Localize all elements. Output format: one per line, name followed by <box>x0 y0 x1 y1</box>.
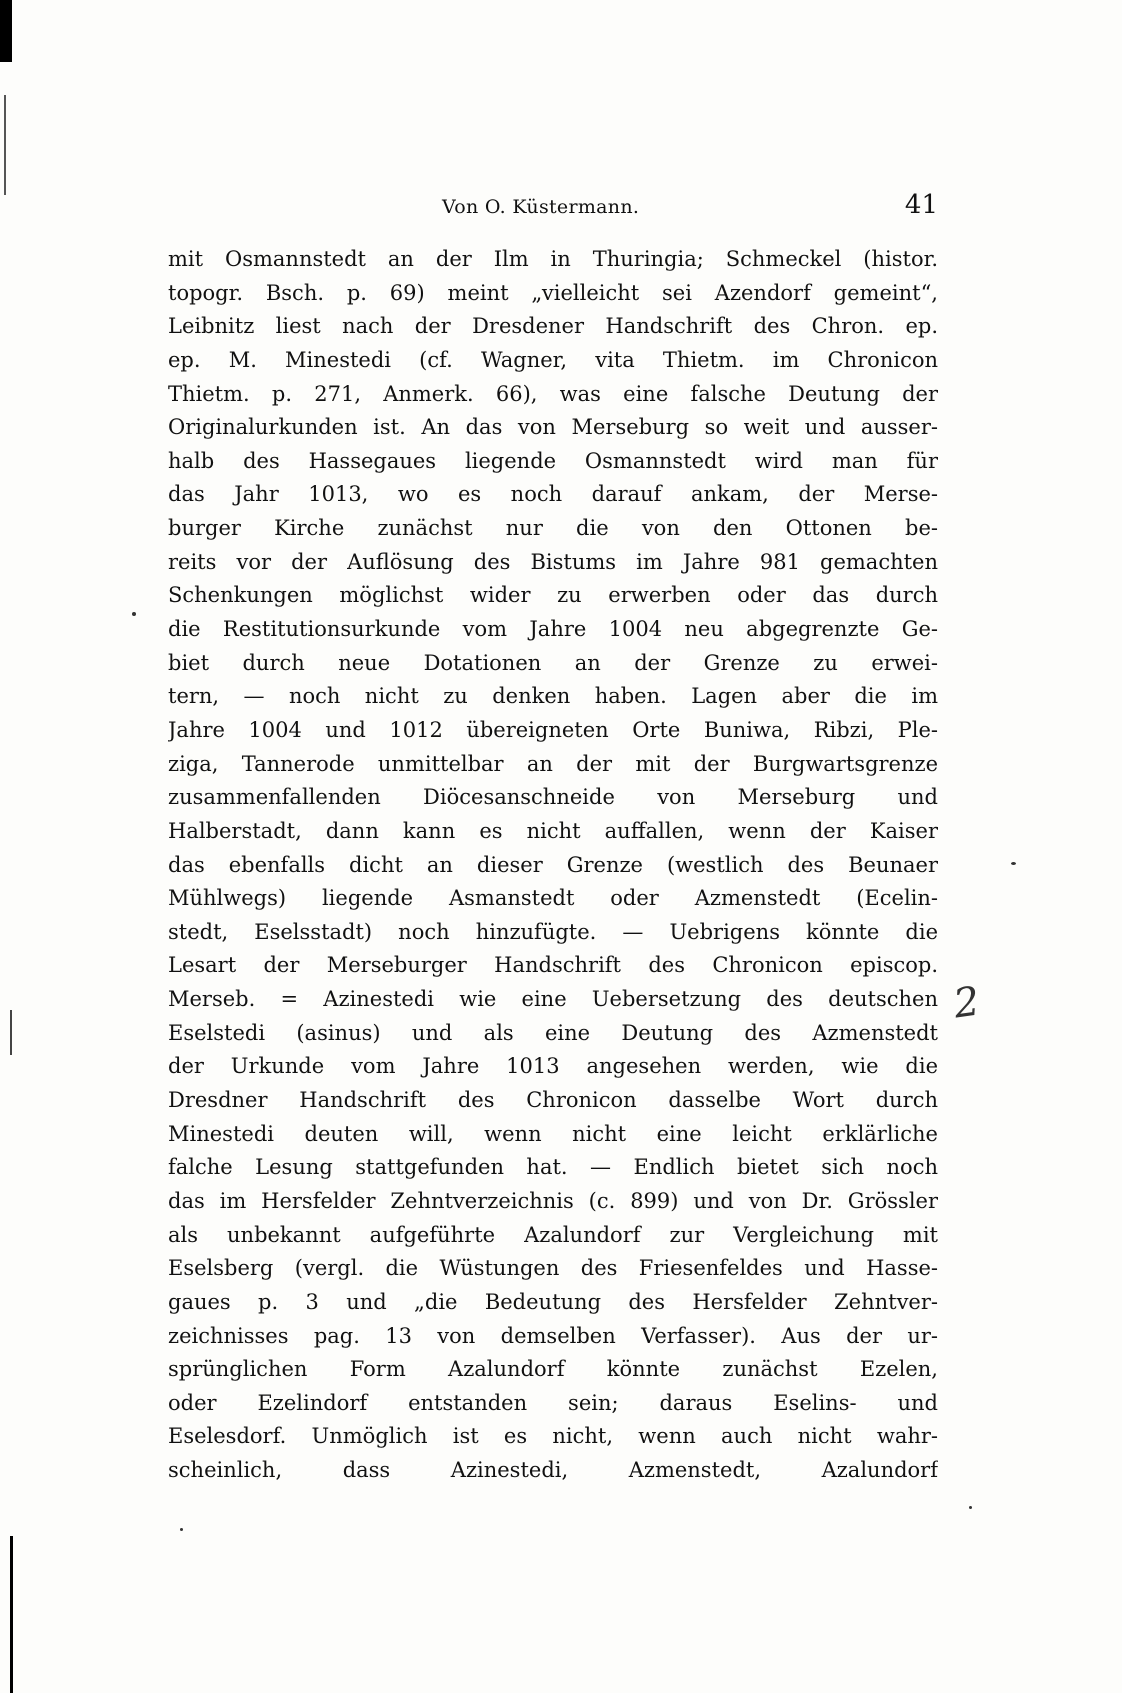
text-line: Originalurkunden ist. An das von Merseburg so weit und ausser- <box>168 415 938 440</box>
text-line: biet durch neue Dotationen an der Grenze zu erwei- <box>168 650 938 675</box>
text-line: oder Ezelindorf entstanden sein; daraus Eselins- und <box>168 1390 938 1415</box>
text-line: Merseb. = Azinestedi wie eine Uebersetzung des deutschen <box>168 987 938 1012</box>
text-line: die Restitutionsurkunde vom Jahre 1004 neu abgegrenzte Ge- <box>168 617 938 642</box>
scan-speck <box>132 612 136 616</box>
text-line: der Urkunde vom Jahre 1013 angesehen werden, wie die <box>168 1054 938 1079</box>
scan-edge-mark <box>0 0 12 62</box>
scan-edge-mark <box>10 1010 12 1055</box>
text-line: stedt, Eselsstadt) noch hinzufügte. — Uebrigens könnte die <box>168 919 938 944</box>
text-line: Leibnitz liest nach der Dresdener Handschrift des Chron. ep. <box>168 314 938 339</box>
scan-edge-mark <box>4 95 6 195</box>
body-text <box>168 243 938 1488</box>
handwritten-margin-note: 2 <box>950 978 983 1028</box>
text-line: Jahre 1004 und 1012 übereigneten Orte Buniwa, Ribzi, Ple- <box>168 717 938 742</box>
text-line: Halberstadt, dann kann es nicht auffallen, wenn der Kaiser <box>168 818 938 843</box>
running-head: Von O. Küstermann. <box>442 196 640 218</box>
text-line: Eselstedi (asinus) und als eine Deutung des Azmenstedt <box>168 1020 938 1045</box>
text-line: zeichnisses pag. 13 von demselben Verfasser). Aus der ur- <box>168 1323 938 1348</box>
text-line: Schenkungen möglichst wider zu erwerben oder das durch <box>168 583 938 608</box>
text-line: tern, — noch nicht zu denken haben. Lagen aber die im <box>168 684 938 709</box>
text-line: zusammenfallenden Diöcesanschneide von Merseburg und <box>168 785 938 810</box>
text-line: ziga, Tannerode unmittelbar an der mit der Burgwartsgrenze <box>168 751 938 776</box>
text-line: halb des Hassegaues liegende Osmannstedt wird man für <box>168 448 938 473</box>
text-line: das im Hersfelder Zehntverzeichnis (c. 899) und von Dr. Grössler <box>168 1188 938 1213</box>
page-header <box>168 190 938 226</box>
text-line: Eselsberg (vergl. die Wüstungen des Friesenfeldes und Hasse- <box>168 1256 938 1281</box>
page-number: 41 <box>904 190 938 220</box>
text-line: reits vor der Auflösung des Bistums im Jahre 981 gemachten <box>168 549 938 574</box>
text-line: gaues p. 3 und „die Bedeutung des Hersfelder Zehntver- <box>168 1289 938 1314</box>
text-line: Minestedi deuten will, wenn nicht eine leicht erklärliche <box>168 1121 938 1146</box>
scan-speck <box>969 1506 972 1509</box>
scan-speck <box>180 1528 183 1531</box>
text-line: Eselesdorf. Unmöglich ist es nicht, wenn auch nicht wahr- <box>168 1424 938 1449</box>
text-line: Thietm. p. 271, Anmerk. 66), was eine falsche Deutung der <box>168 381 938 406</box>
scan-edge-mark <box>10 1536 13 1693</box>
text-line: topogr. Bsch. p. 69) meint „vielleicht sei Azendorf gemeint“, <box>168 280 938 305</box>
text-line: scheinlich, dass Azinestedi, Azmenstedt, Azalundorf <box>168 1458 938 1483</box>
scan-speck <box>1011 862 1016 865</box>
text-line: burger Kirche zunächst nur die von den Ottonen be- <box>168 516 938 541</box>
text-line: falche Lesung stattgefunden hat. — Endlich bietet sich noch <box>168 1155 938 1180</box>
text-line: das ebenfalls dicht an dieser Grenze (westlich des Beunaer <box>168 852 938 877</box>
text-line: Mühlwegs) liegende Asmanstedt oder Azmenstedt (Ecelin- <box>168 886 938 911</box>
text-line: das Jahr 1013, wo es noch darauf ankam, der Merse- <box>168 482 938 507</box>
text-line: ep. M. Minestedi (cf. Wagner, vita Thietm. im Chronicon <box>168 347 938 372</box>
text-line: Lesart der Merseburger Handschrift des Chronicon episcop. <box>168 953 938 978</box>
text-line: als unbekannt aufgeführte Azalundorf zur Vergleichung mit <box>168 1222 938 1247</box>
text-line: Dresdner Handschrift des Chronicon dasselbe Wort durch <box>168 1088 938 1113</box>
text-line: mit Osmannstedt an der Ilm in Thuringia; Schmeckel (histor. <box>168 247 938 271</box>
text-line: sprünglichen Form Azalundorf könnte zunächst Ezelen, <box>168 1357 938 1382</box>
